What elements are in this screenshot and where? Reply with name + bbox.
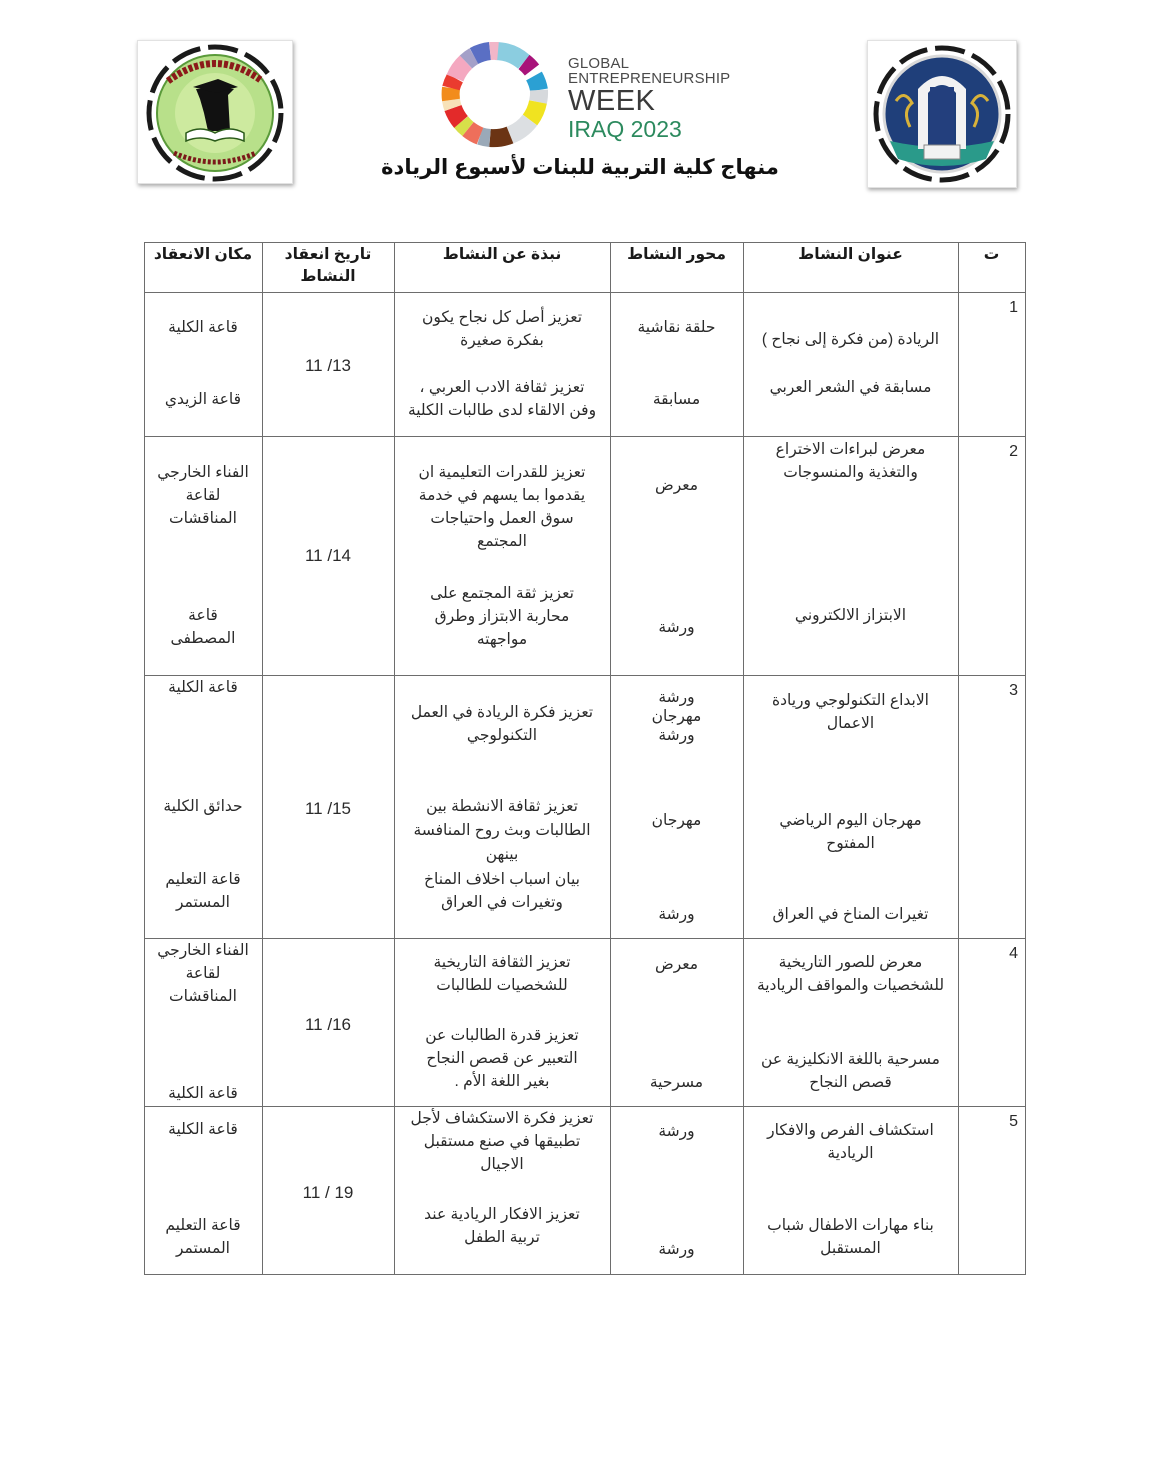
gew-line-entrepreneurship: ENTREPRENEURSHIP <box>568 70 731 87</box>
header-activity-title: عنوان النشاط <box>798 246 903 263</box>
activity-title: استكشاف الفرص والافكار الريادية <box>767 1122 934 1162</box>
row-number: 1 <box>1009 299 1018 316</box>
activity-type: حلقة نقاشية <box>637 319 716 336</box>
activity-venue: قاعة الكلية <box>168 679 238 696</box>
activity-title: بناء مهارات الاطفال شباب المستقبل <box>767 1217 934 1257</box>
gew-ring-icon <box>428 42 562 148</box>
activity-type: ورشة <box>658 906 695 923</box>
activity-description: تعزيز الافكار الريادية عند تربية الطفل <box>424 1206 580 1246</box>
table-divider <box>144 436 1026 437</box>
activity-description: تعزيز أصل كل نجاح يكون بفكرة صغيرة <box>421 309 583 349</box>
activity-type: مهرجان <box>651 812 702 829</box>
page-title: منهاج كلية التربية للبنات لأسبوع الريادة <box>381 156 779 179</box>
activity-venue: قاعة المصطفى <box>170 607 236 647</box>
activity-type: مسابقة <box>652 391 701 408</box>
activity-description: بيان اسباب اخلاف المناخ وتغيرات في العراق <box>424 871 580 911</box>
activity-type: ورشة مهرجان ورشة <box>651 689 702 744</box>
activity-type: ورشة <box>658 619 695 636</box>
activity-type: ورشة <box>658 1123 695 1140</box>
activity-type: ورشة <box>658 1241 695 1258</box>
row-date: 11 / 19 <box>302 1183 354 1202</box>
activity-title: تغيرات المناخ في العراق <box>772 906 929 923</box>
activity-description: تعزيز ثقة المجتمع على محاربة الابتزاز وطرق مواجهته <box>430 585 574 648</box>
schedule-table <box>144 242 1026 1275</box>
activity-venue: الفناء الخارجي لقاعة المناقشات <box>157 464 249 527</box>
table-border <box>1025 242 1026 1275</box>
university-emblem-icon <box>868 41 1016 187</box>
activity-title: معرض لبراءات الاختراع والتغذية والمنسوجات <box>775 441 926 481</box>
activity-title: مسرحية باللغة الانكليزية عن قصص النجاح <box>761 1051 940 1091</box>
header-date: تاريخ انعقاد النشاط <box>284 246 372 285</box>
row-date: 11 /14 <box>304 546 351 565</box>
activity-title: الريادة (من فكرة إلى نجاح ) <box>761 331 940 348</box>
row-number: 2 <box>1009 443 1018 460</box>
row-number: 3 <box>1009 682 1018 699</box>
gew-line-week: WEEK <box>568 85 656 117</box>
row-number: 5 <box>1009 1113 1018 1130</box>
activity-venue: قاعة الكلية <box>168 319 238 336</box>
activity-venue: قاعة الكلية <box>168 1085 238 1102</box>
header-activity-type: محور النشاط <box>627 246 726 263</box>
gew-line-global: GLOBAL <box>568 55 630 72</box>
college-emblem-icon <box>138 41 292 183</box>
activity-description: تعزيز فكرة الريادة في العمل التكنولوجي <box>410 704 594 744</box>
row-date: 11 /15 <box>304 799 351 818</box>
activity-type: معرض <box>654 956 699 973</box>
activity-type: مسرحية <box>649 1074 704 1091</box>
gew-logo <box>428 42 748 152</box>
table-divider <box>144 292 1026 293</box>
activity-description: تعزيز قدرة الطالبات عن التعبير عن قصص النجاح بغير اللغة الأم . <box>425 1027 579 1090</box>
activity-description: تعزيز فكرة الاستكشاف لأجل تطبيقها في صنع مستقبل الاجيال <box>410 1110 594 1173</box>
gew-line-iraq: IRAQ 2023 <box>568 116 682 142</box>
activity-title: الابتزاز الالكتروني <box>794 607 907 624</box>
activity-description: تعزيز الثقافة التاريخية للشخصيات للطالبات <box>433 954 571 994</box>
activity-title: معرض للصور التاريخية للشخصيات والمواقف الريادية <box>756 954 945 994</box>
table-divider <box>144 675 1026 676</box>
table-divider <box>262 242 263 1275</box>
activity-venue: قاعة الزيدي <box>164 391 242 408</box>
activity-type: معرض <box>654 477 699 494</box>
activity-venue: الفناء الخارجي لقاعة المناقشات <box>157 942 249 1005</box>
activity-description: تعزيز للقدرات التعليمية ان يقدموا بما يسهم في خدمة سوق العمل واحتياجات المجتمع <box>418 464 586 550</box>
row-number: 4 <box>1009 945 1018 962</box>
activity-venue: قاعة التعليم المستمر <box>165 871 241 911</box>
activity-venue: حدائق الكلية <box>163 798 243 815</box>
header-number: ت <box>983 246 1000 263</box>
activity-title: مهرجان اليوم الرياضي المفتوح <box>779 812 922 852</box>
row-date: 11 /13 <box>304 356 351 375</box>
activity-venue: قاعة الكلية <box>168 1121 238 1138</box>
university-logo <box>867 40 1017 188</box>
table-border <box>144 242 1026 243</box>
table-divider <box>144 938 1026 939</box>
activity-venue: قاعة التعليم المستمر <box>165 1217 241 1257</box>
row-date: 11 /16 <box>304 1015 351 1034</box>
header-venue: مكان الانعقاد <box>153 246 253 263</box>
college-logo <box>137 40 293 184</box>
activity-description: تعزيز ثقافة الادب العربي ، وفن الالقاء لدى طالبات الكلية <box>407 379 597 419</box>
activity-title: مسابقة في الشعر العربي <box>769 379 932 396</box>
header-description: نبذة عن النشاط <box>442 246 562 263</box>
activity-description: تعزيز ثقافة الانشطة بين الطالبات وبث روح المنافسة بينهن <box>413 798 591 863</box>
table-border <box>144 1274 1026 1275</box>
activity-title: الابداع التكنولوجي وريادة الاعمال <box>772 692 929 732</box>
